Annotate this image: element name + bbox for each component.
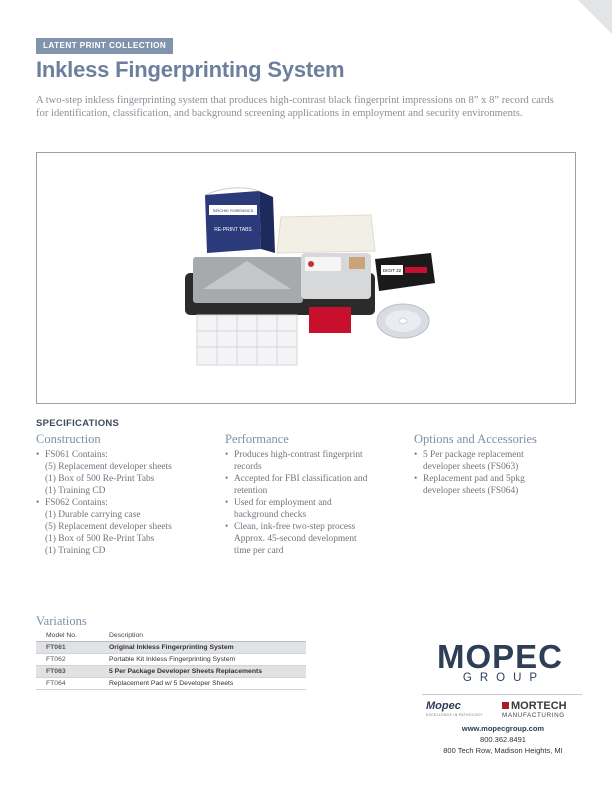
- list-item: time per card: [234, 546, 284, 556]
- box-brand-text: SIRCHIE FORENSICS: [212, 208, 254, 213]
- product-illustration: [37, 153, 577, 405]
- specifications-heading: SPECIFICATIONS: [36, 418, 120, 429]
- table-row: [36, 666, 306, 678]
- list-item: • Accepted for FBI classification and: [225, 473, 410, 485]
- list-item: developer sheets (FS063): [423, 462, 519, 472]
- construction-column: [36, 432, 226, 557]
- list-item: (5) Replacement developer sheets: [45, 522, 172, 532]
- model-cell: FT062: [36, 654, 99, 666]
- training-cd-disc: [377, 304, 429, 338]
- mopec-tagline: EXCELLENCE IN PATHOLOGY: [426, 713, 483, 717]
- mortech-mark-icon: [502, 702, 509, 709]
- mortech-tagline: MANUFACTURING: [502, 712, 565, 719]
- model-cell: FT064: [36, 678, 99, 690]
- list-item: Approx. 45-second development: [234, 534, 357, 544]
- table-header-row: [36, 630, 306, 642]
- construction-title: Construction: [36, 432, 101, 446]
- list-item: • 5 Per package replacement: [414, 449, 584, 461]
- construction-list: [36, 449, 226, 557]
- list-item: (5) Replacement developer sheets: [45, 462, 172, 472]
- table-row: [36, 642, 306, 654]
- list-item: (1) Durable carrying case: [45, 510, 141, 520]
- description-cell: 5 Per Package Developer Sheets Replacements: [99, 666, 306, 678]
- collection-tag: LATENT PRINT COLLECTION: [36, 38, 173, 54]
- performance-column: [225, 432, 410, 557]
- list-item: (1) Training CD: [45, 486, 106, 496]
- list-item: (1) Box of 500 Re-Print Tabs: [45, 474, 155, 484]
- options-column: [414, 432, 584, 497]
- page-title: Inkless Fingerprinting System: [36, 57, 345, 82]
- list-item: retention: [234, 486, 268, 496]
- list-item: • FS061 Contains:: [36, 449, 226, 461]
- description-cell: Portable Kit Inkless Fingerprinting System: [99, 654, 306, 666]
- options-title: Options and Accessories: [414, 432, 537, 446]
- list-item: • Clean, ink-free two-step process: [225, 521, 410, 533]
- mopec-logo: Mopec: [426, 700, 461, 712]
- brand-name: MOPEC: [436, 638, 563, 675]
- reprint-tabs-box: [205, 188, 275, 253]
- list-item: background checks: [234, 510, 307, 520]
- list-item: • Replacement pad and 5pkg: [414, 473, 584, 485]
- description-cell: Original Inkless Fingerprinting System: [99, 642, 306, 654]
- list-item: • Produces high-contrast fingerprint: [225, 449, 410, 461]
- list-item: developer sheets (FS064): [423, 486, 519, 496]
- mortech-name: MORTECH: [511, 700, 567, 712]
- table-row: [36, 654, 306, 666]
- performance-list: [225, 449, 410, 557]
- table-row: [36, 678, 306, 690]
- mopec-group-logo: [420, 640, 580, 684]
- performance-title: Performance: [225, 432, 289, 446]
- list-item: (1) Training CD: [45, 546, 106, 556]
- training-cd-case: [375, 253, 435, 291]
- column-header-model: Model No.: [36, 630, 99, 642]
- intro-paragraph: A two-step inkless fingerprinting system that produces high-contrast black fingerprint impressions on 8” x 8” record cards for identification, classification, and background screening applications in employment and security environments.: [36, 95, 554, 119]
- description-cell: Replacement Pad w/ 5 Developer Sheets: [99, 678, 306, 690]
- cd-label-text: DIGIT 32: [382, 268, 402, 273]
- address: 800 Tech Row, Madison Heights, MI: [443, 746, 563, 755]
- website-link[interactable]: www.mopecgroup.com: [461, 724, 545, 733]
- model-cell: FT061: [36, 642, 99, 654]
- corner-fold: [578, 0, 612, 34]
- variations-title: Variations: [36, 614, 87, 628]
- list-item: • Used for employment and: [225, 497, 410, 509]
- column-header-description: Description: [99, 630, 306, 642]
- phone-number: 800.362.8491: [480, 735, 526, 744]
- sub-brand-logos: [422, 694, 582, 718]
- mortech-logo: [502, 700, 567, 712]
- fingerprint-device: [185, 253, 375, 365]
- list-item: (1) Box of 500 Re-Print Tabs: [45, 534, 155, 544]
- developer-sheets-pack: [277, 215, 375, 253]
- list-item: • FS062 Contains:: [36, 497, 226, 509]
- model-cell: FT063: [36, 666, 99, 678]
- box-label-text: RE-PRINT TABS: [214, 227, 252, 233]
- brand-group: GROUP: [462, 672, 546, 684]
- contact-block: [420, 723, 586, 756]
- variations-table: [36, 630, 306, 690]
- options-list: [414, 449, 584, 497]
- list-item: records: [234, 462, 262, 472]
- product-photo: [36, 152, 576, 404]
